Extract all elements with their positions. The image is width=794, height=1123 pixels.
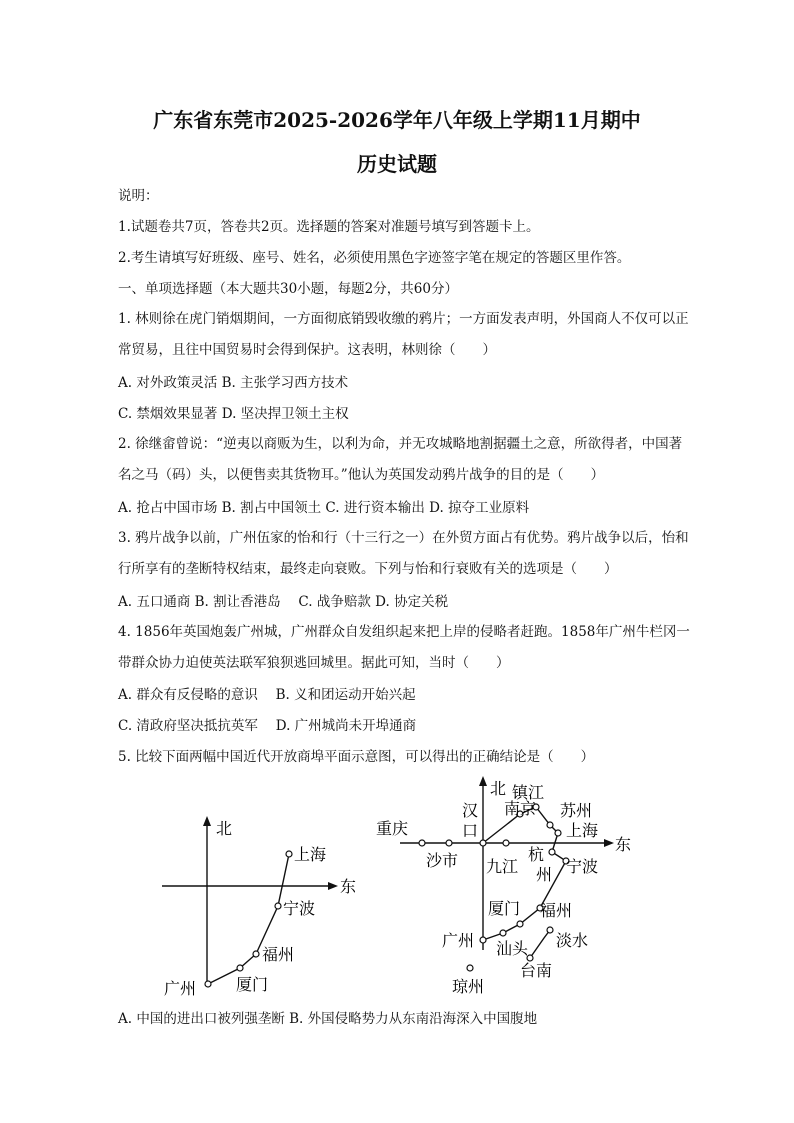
east-label: 东: [615, 835, 632, 854]
city-dot-guangzhou: [205, 981, 211, 987]
city-label-shashi: 沙市: [426, 851, 459, 870]
city-dot-hangzhou: [549, 849, 555, 855]
question-4-options-2: C. 清政府坚决抵抗英军 D. 广州城尚未开埠通商: [118, 718, 417, 734]
section-heading: 一、单项选择题（本大题共30小题，每题2分，共60分）: [118, 281, 458, 297]
question-1-options-2: C. 禁烟效果显著 D. 坚决捍卫领土主权: [118, 406, 349, 422]
city-label-guangzhou: 广州: [442, 931, 475, 950]
city-dot-shantou: [500, 930, 506, 936]
question-1-options-1: A. 对外政策灵活 B. 主张学习西方技术: [118, 375, 349, 391]
city-dot-jiujiang: [503, 840, 509, 846]
document-subtitle: 历史试题: [357, 152, 437, 176]
city-label-shantou: 汕头: [496, 939, 529, 958]
city-label-jiujiang: 九江: [486, 857, 519, 876]
question-1-stem: 1. 林则徐在虎门销烟期间，一方面彻底销毁收缴的鸦片；一方面发表声明，外国商人不仅可以正常贸易，且往中国贸易时会得到保护。这表明，林则徐（ ）: [118, 311, 689, 358]
city-label-nanjing: 南京: [504, 799, 537, 818]
treaty-ports-map-left: [150, 812, 365, 1002]
document-title: 广东省东莞市2025-2026学年八年级上学期11月期中: [153, 108, 641, 132]
city-dot-shanghai: [286, 851, 292, 857]
city-dot-xiamen: [237, 965, 243, 971]
city-dot-guangzhou: [480, 937, 486, 943]
east-arrow: [604, 839, 614, 847]
city-label-ningbo: 宁波: [283, 899, 316, 918]
city-label-suzhou: 苏州: [560, 801, 593, 820]
city-dot-danshui: [547, 927, 553, 933]
city-label-qiongzhou: 琼州: [452, 977, 485, 996]
city-label-zhenjiang: 镇江: [512, 783, 545, 802]
north-arrow: [479, 776, 487, 786]
city-label-hankou-1: 汉: [462, 801, 479, 820]
city-label-fuzhou: 福州: [262, 945, 295, 964]
notes-item-1: 1.试题卷共7页，答卷共2页。选择题的答案对准题号填写到答题卡上。: [118, 219, 540, 235]
city-dot-hankou: [480, 840, 486, 846]
city-dot-fuzhou: [253, 951, 259, 957]
north-arrow: [203, 816, 211, 826]
city-dot-xiamen: [517, 921, 523, 927]
city-label-guangzhou: 广州: [164, 979, 197, 998]
north-label: 北: [490, 779, 507, 798]
city-label-ningbo: 宁波: [566, 857, 599, 876]
city-label-hankou-2: 口: [462, 821, 479, 840]
question-3-stem: 3. 鸦片战争以前，广州伍家的怡和行（十三行之一）在外贸方面占有优势。鸦片战争以后，怡和行所享有的垄断特权结束，最终走向衰败。下列与怡和行衰败有关的选项是（ ）: [118, 530, 689, 577]
question-4-stem: 4. 1856年英国炮轰广州城，广州群众自发组织起来把上岸的侵略者赶跑。1858年广州牛栏冈一带群众协力迫使英法联军狼狈逃回城里。据此可知，当时（ ）: [118, 624, 690, 671]
city-label-fuzhou: 福州: [540, 901, 573, 920]
city-label-hangzhou-1: 杭: [528, 845, 545, 864]
question-4-options-1: A. 群众有反侵略的意识 B. 义和团运动开始兴起: [118, 687, 416, 703]
treaty-ports-map-right: [370, 770, 635, 1005]
city-label-tainan: 台南: [520, 961, 553, 980]
notes-item-2: 2.考生请填写好班级、座号、姓名，必须使用黑色字迹签字笔在规定的答题区里作答。: [118, 250, 631, 266]
question-5-stem: 5. 比较下面两幅中国近代开放商埠平面示意图，可以得出的正确结论是（ ）: [118, 749, 595, 765]
city-label-hangzhou-2: 州: [536, 865, 553, 884]
city-dot-suzhou: [547, 822, 553, 828]
city-label-xiamen: 厦门: [236, 975, 269, 994]
city-label-chongqing: 重庆: [376, 819, 409, 838]
east-arrow: [328, 882, 338, 890]
question-2-stem: 2. 徐继畲曾说：“逆夷以商贩为生，以利为命，并无攻城略地割据疆土之意，所欲得者，中国著名之马（码）头，以便售卖其货物耳。”他认为英国发动鸦片战争的目的是（ ）: [118, 436, 683, 483]
north-label: 北: [216, 819, 233, 838]
question-3-options-1: A. 五口通商 B. 割让香港岛 C. 战争赔款 D. 协定关税: [118, 594, 449, 610]
city-label-danshui: 淡水: [556, 931, 589, 950]
city-label-shanghai: 上海: [566, 821, 599, 840]
city-label-xiamen: 厦门: [488, 899, 521, 918]
city-dot-chongqing: [419, 840, 425, 846]
taiwan-line: [530, 930, 550, 958]
notes-label: 说明：: [118, 188, 159, 204]
question-5-options-1: A. 中国的进出口被列强垄断 B. 外国侵略势力从东南沿海深入中国腹地: [118, 1011, 538, 1027]
city-dot-qiongzhou: [467, 965, 473, 971]
city-label-shanghai: 上海: [294, 845, 327, 864]
city-dot-ningbo: [275, 903, 281, 909]
east-label: 东: [340, 877, 357, 896]
city-dot-shashi: [446, 840, 452, 846]
coast-line: [208, 854, 289, 984]
city-dot-shanghai: [555, 830, 561, 836]
question-2-options-1: A. 抢占中国市场 B. 割占中国领土 C. 进行资本输出 D. 掠夺工业原料: [118, 500, 530, 516]
